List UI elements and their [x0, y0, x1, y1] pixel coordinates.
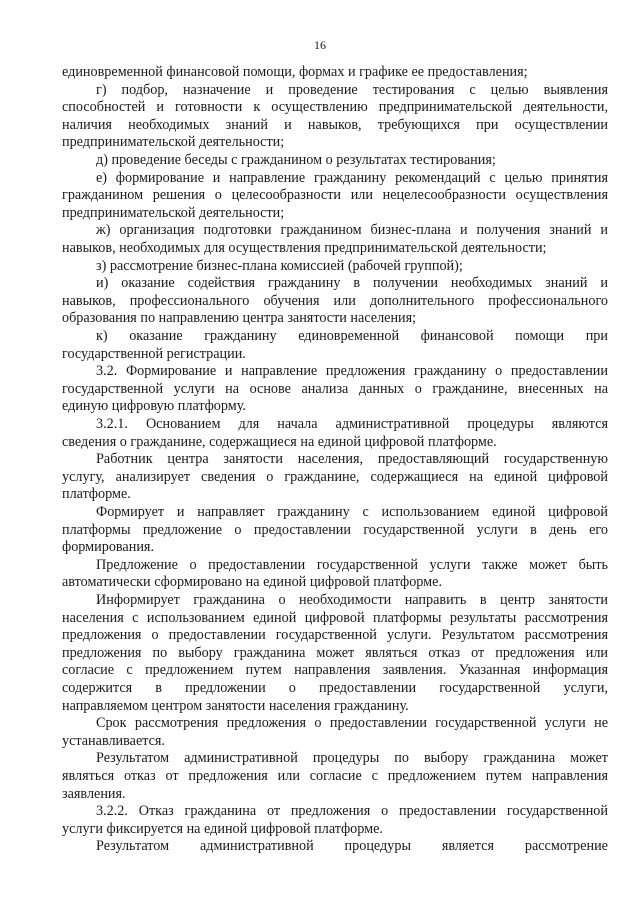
text-line: ж) организация подготовки гражданином бизнес-плана и получения знаний и: [96, 222, 608, 239]
text-line: услугу, анализирует сведения о гражданине, содержащиеся на единой цифровой: [62, 468, 608, 485]
text-line: способностей и готовности к осуществлению предпринимательской деятельности,: [62, 99, 608, 116]
text-line: наличия необходимых знаний и навыков, требующихся при осуществлении: [62, 116, 608, 133]
text-line: предложения по выбору гражданина может являться отказ от предложения или: [62, 644, 608, 661]
text-line: единую цифровую платформу.: [62, 398, 246, 415]
text-line: 3.2. Формирование и направление предложения гражданину о предоставлении: [96, 363, 608, 380]
text-line: являться отказ от предложения или согласие с предложением путем направления: [62, 768, 608, 784]
text-line: содержится в предложении о предоставлении государственной услуги,: [62, 680, 608, 696]
text-line: направляемом центром занятости населения гражданину.: [62, 697, 409, 714]
text-line: Результатом административной процедуры является рассмотрение: [96, 838, 608, 855]
text-line: з) рассмотрение бизнес-плана комиссией (рабочей группой);: [96, 257, 463, 274]
text-line: сведения о гражданине, содержащиеся на единой цифровой платформе.: [62, 433, 497, 450]
text-line: 3.2.2. Отказ гражданина от предложения о предоставлении государственной: [96, 803, 608, 820]
page-number: 16: [314, 38, 326, 52]
text-line: формирования.: [62, 539, 154, 556]
text-line: Работник центра занятости населения, предоставляющий государственную: [96, 451, 608, 468]
text-line: Информирует гражданина о необходимости направить в центр занятости: [96, 592, 608, 608]
text-line: е) формирование и направление гражданину рекомендаций с целью принятия: [96, 169, 608, 186]
text-line: заявления.: [62, 785, 126, 802]
text-line: платформе.: [62, 486, 131, 503]
text-line: навыков, необходимых для осуществления предпринимательской деятельности;: [62, 240, 547, 256]
text-line: Формирует и направляет гражданину с использованием единой цифровой: [96, 504, 608, 520]
text-line: 3.2.1. Основанием для начала административной процедуры являются: [96, 416, 608, 432]
text-line: к) оказание гражданину единовременной финансовой помощи при: [96, 328, 608, 344]
text-line: населения с использованием единой цифровой платформы результаты рассмотрения: [62, 609, 608, 626]
text-line: г) подбор, назначение и проведение тестирования с целью выявления: [96, 81, 608, 98]
text-line: предпринимательской деятельности;: [62, 204, 285, 221]
text-line: услуги фиксируется на единой цифровой платформе.: [62, 820, 383, 837]
text-line: Срок рассмотрения предложения о предоставлении государственной услуги не: [96, 715, 608, 732]
text-line: государственной регистрации.: [62, 345, 246, 362]
text-line: и) оказание содействия гражданину в получении необходимых знаний и: [96, 275, 608, 292]
text-line: навыков, профессионального обучения или дополнительного профессионального: [62, 292, 608, 309]
text-line: предложения о предоставлении государственной услуги. Результатом рассмотрения: [62, 627, 608, 644]
text-line: устанавливается.: [62, 732, 165, 749]
text-line: Результатом административной процедуры по выбору гражданина может: [96, 750, 608, 767]
text-line: согласие с предложением путем направления заявления. Указанная информация: [62, 662, 608, 679]
text-line: образования по направлению центра занятости населения;: [62, 310, 417, 327]
text-line: автоматически сформировано на единой цифровой платформе.: [62, 574, 443, 591]
text-line: д) проведение беседы с гражданином о результатах тестирования;: [96, 152, 496, 168]
text-line: Предложение о предоставлении государственной услуги также может быть: [96, 556, 608, 573]
text-line: платформы предложение о предоставлении государственной услуги в день его: [62, 521, 608, 538]
text-line: гражданином решения о целесообразности или нецелесообразности осуществления: [62, 187, 608, 204]
text-line: государственной услуги на основе анализа данных о гражданине, внесенных на: [62, 380, 608, 397]
text-line: предпринимательской деятельности;: [62, 134, 285, 151]
text-line: единовременной финансовой помощи, формах и графике ее предоставления;: [62, 64, 528, 80]
